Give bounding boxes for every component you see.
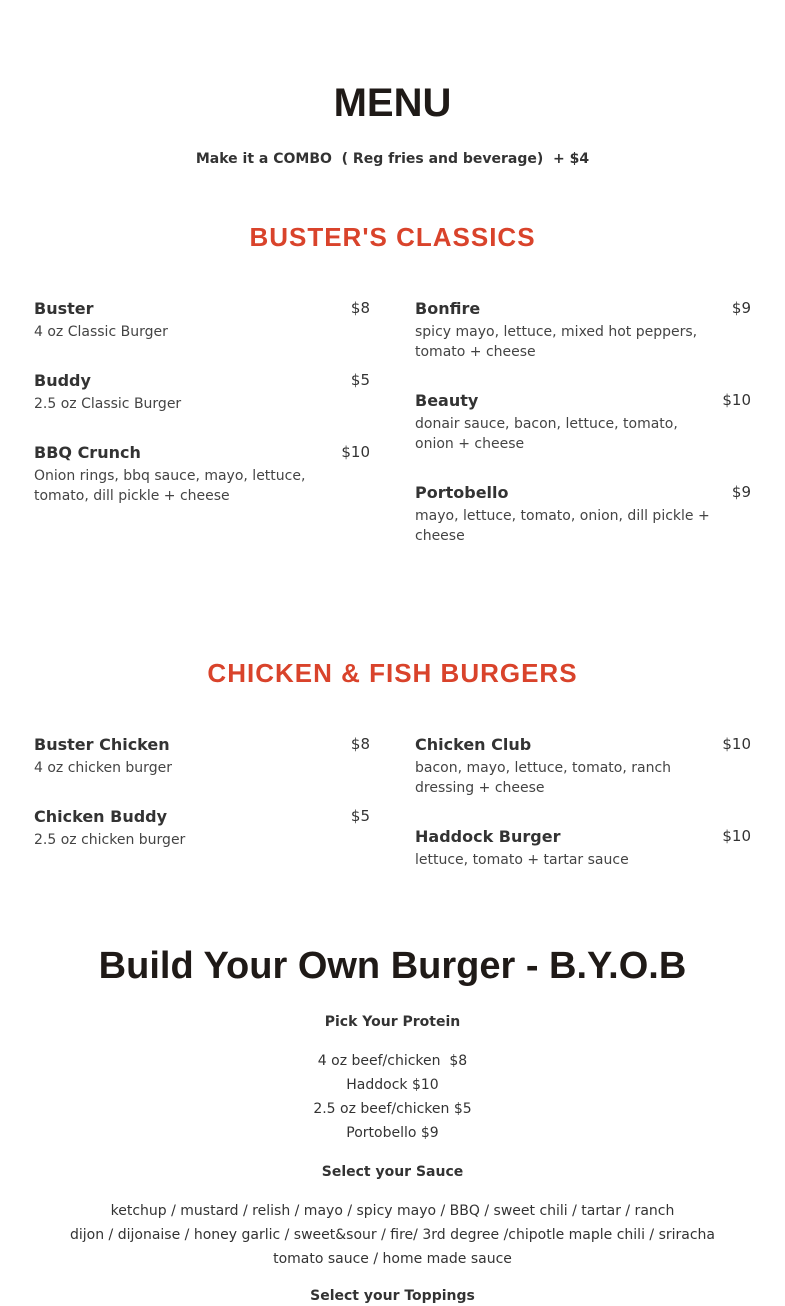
protein-heading: Pick Your Protein <box>324 1014 461 1030</box>
sauce-line: tomato sauce / home made sauce <box>273 1251 512 1267</box>
menu-title: MENU <box>333 81 452 125</box>
sauce-line: dijon / dijonaise / honey garlic / sweet&sour / fire/ 3rd degree /chipotle maple chili / sriracha <box>70 1227 715 1243</box>
item-description: bacon, mayo, lettuce, tomato, ranch dressing + cheese <box>415 760 672 796</box>
classics-left-column <box>34 298 370 506</box>
sauce-heading: Select your Sauce <box>321 1164 464 1180</box>
item-price: $10 <box>722 735 751 753</box>
menu-item-chicken-club <box>415 734 751 798</box>
item-description: 2.5 oz chicken burger <box>34 832 186 848</box>
item-name: Buddy <box>34 371 91 390</box>
item-name: Beauty <box>415 391 479 410</box>
menu-item-bonfire <box>415 298 751 362</box>
protein-option: 2.5 oz beef/chicken $5 <box>313 1101 472 1117</box>
item-price: $10 <box>722 391 751 409</box>
item-price: $8 <box>350 299 370 317</box>
item-description: spicy mayo, lettuce, mixed hot peppers, tomato + cheese <box>415 324 698 360</box>
item-price: $5 <box>350 371 370 389</box>
chicken-fish-left-column <box>34 734 370 850</box>
protein-option: Haddock $10 <box>346 1077 439 1093</box>
item-description: lettuce, tomato + tartar sauce <box>415 852 629 868</box>
section-title-chicken-fish: CHICKEN & FISH BURGERS <box>207 658 578 688</box>
menu-item-beauty <box>415 390 751 454</box>
toppings-heading: Select your Toppings <box>310 1288 475 1304</box>
item-name: BBQ Crunch <box>34 443 141 462</box>
item-name: Haddock Burger <box>415 827 561 846</box>
item-description: mayo, lettuce, tomato, onion, dill pickle + cheese <box>415 508 710 544</box>
menu-item-buster <box>34 298 370 342</box>
menu-item-buddy <box>34 370 370 414</box>
item-price: $10 <box>341 443 370 461</box>
menu-item-chicken-buddy <box>34 806 370 850</box>
chicken-fish-right-column <box>415 734 751 870</box>
protein-options <box>0 1049 785 1145</box>
combo-note: Make it a COMBO ( Reg fries and beverage) + $4 <box>195 151 590 167</box>
sauce-line: ketchup / mustard / relish / mayo / spicy mayo / BBQ / sweet chili / tartar / ranch <box>110 1203 675 1219</box>
item-price: $5 <box>350 807 370 825</box>
section-title-classics: BUSTER'S CLASSICS <box>249 222 536 252</box>
protein-option: Portobello $9 <box>346 1125 439 1141</box>
menu-item-portobello <box>415 482 751 546</box>
menu-item-bbq-crunch <box>34 442 370 506</box>
item-description: 4 oz chicken burger <box>34 760 172 776</box>
item-price: $9 <box>731 299 751 317</box>
item-price: $8 <box>350 735 370 753</box>
item-name: Portobello <box>415 483 509 502</box>
item-name: Buster Chicken <box>34 735 170 754</box>
protein-option: 4 oz beef/chicken $8 <box>317 1053 468 1069</box>
item-description: Onion rings, bbq sauce, mayo, lettuce, tomato, dill pickle + cheese <box>34 468 306 504</box>
byob-title: Build Your Own Burger - B.Y.O.B <box>98 945 687 987</box>
item-description: 2.5 oz Classic Burger <box>34 396 182 412</box>
item-name: Chicken Club <box>415 735 532 754</box>
sauce-options <box>0 1199 785 1271</box>
item-description: 4 oz Classic Burger <box>34 324 168 340</box>
item-price: $9 <box>731 483 751 501</box>
classics-right-column <box>415 298 751 546</box>
menu-item-haddock-burger <box>415 826 751 870</box>
item-name: Buster <box>34 299 94 318</box>
item-description: donair sauce, bacon, lettuce, tomato, onion + cheese <box>415 416 678 452</box>
item-name: Chicken Buddy <box>34 807 168 826</box>
menu-item-buster-chicken <box>34 734 370 778</box>
item-price: $10 <box>722 827 751 845</box>
item-name: Bonfire <box>415 299 481 318</box>
